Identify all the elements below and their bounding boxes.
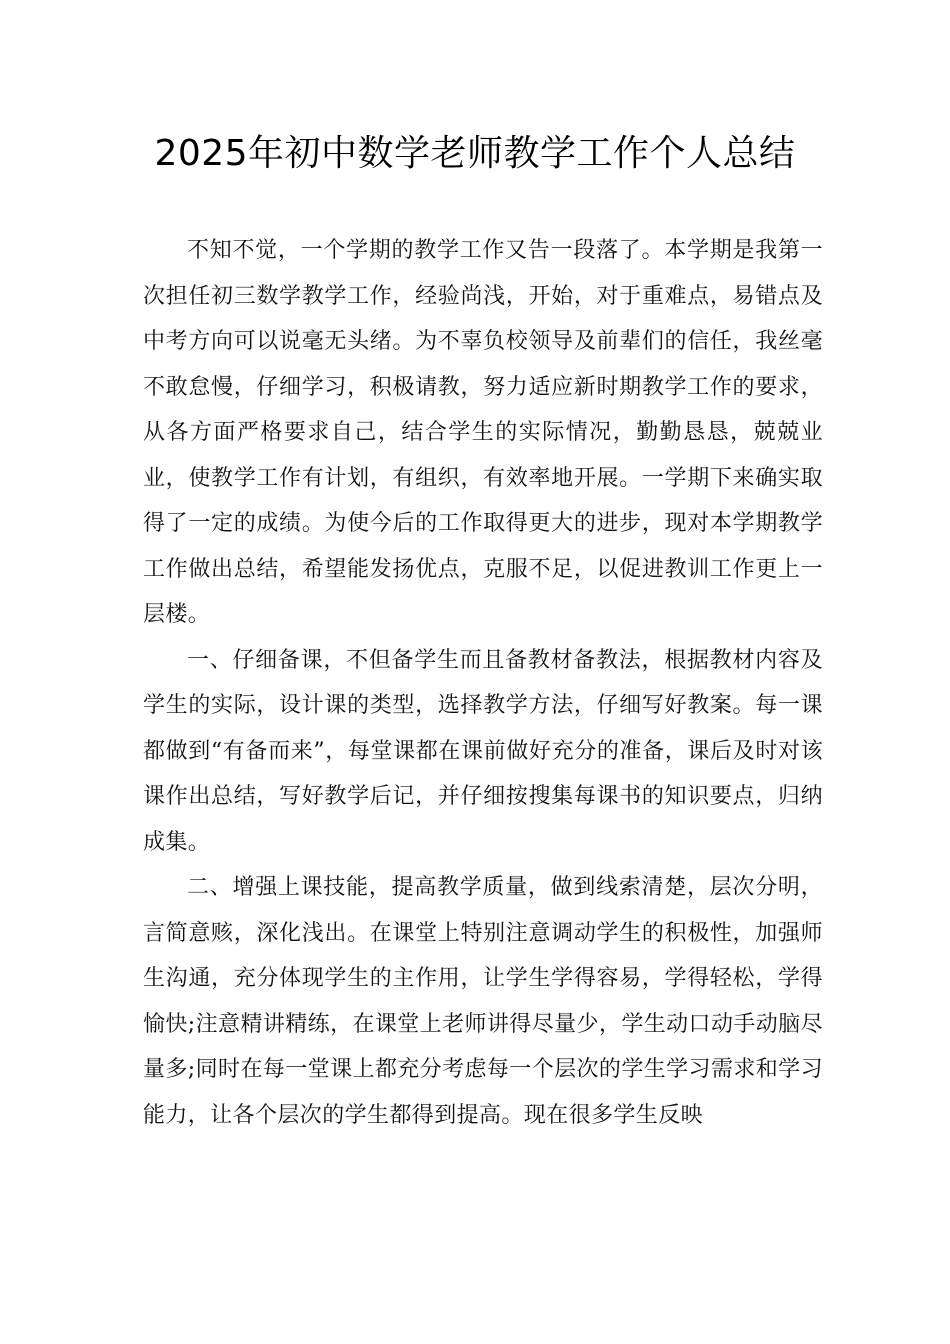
- document-title: 2025年初中数学老师教学工作个人总结: [154, 133, 796, 174]
- document-body: [143, 228, 823, 1138]
- paragraph-intro: 不知不觉，一个学期的教学工作又告一段落了。本学期是我第一次担任初三数学教学工作，经验尚浅，开始，对于重难点，易错点及中考方向可以说毫无头绪。为不辜负校领导及前辈们的信任，我丝毫不敢怠慢，仔细学习，积极请教，努力适应新时期教学工作的要求，从各方面严格要求自己，结合学生的实际情况，勤勤恳恳，兢兢业业，使教学工作有计划，有组织，有效率地开展。一学期下来确实取得了一定的成绩。为使今后的工作取得更大的进步，现对本学期教学工作做出总结，希望能发扬优点，克服不足，以促进教训工作更上一层楼。: [143, 238, 823, 627]
- paragraph-section-2: 二、增强上课技能，提高教学质量，做到线索清楚，层次分明，言简意赅，深化浅出。在课堂上特别注意调动学生的积极性，加强师生沟通，充分体现学生的主作用，让学生学得容易，学得轻松，学得愉快;注意精讲精练，在课堂上老师讲得尽量少，学生动口动手动脑尽量多;同时在每一堂课上都充分考虑每一个层次的学生学习需求和学习能力，让各个层次的学生都得到提高。现在很多学生反映: [143, 875, 823, 1128]
- paragraph-section-1: 一、仔细备课，不但备学生而且备教材备教法，根据教材内容及学生的实际，设计课的类型，选择教学方法，仔细写好教案。每一课都做到“有备而来”，每堂课都在课前做好充分的准备，课后及时对该课作出总结，写好教学后记，并仔细按搜集每课书的知识要点，归纳成集。: [143, 647, 823, 855]
